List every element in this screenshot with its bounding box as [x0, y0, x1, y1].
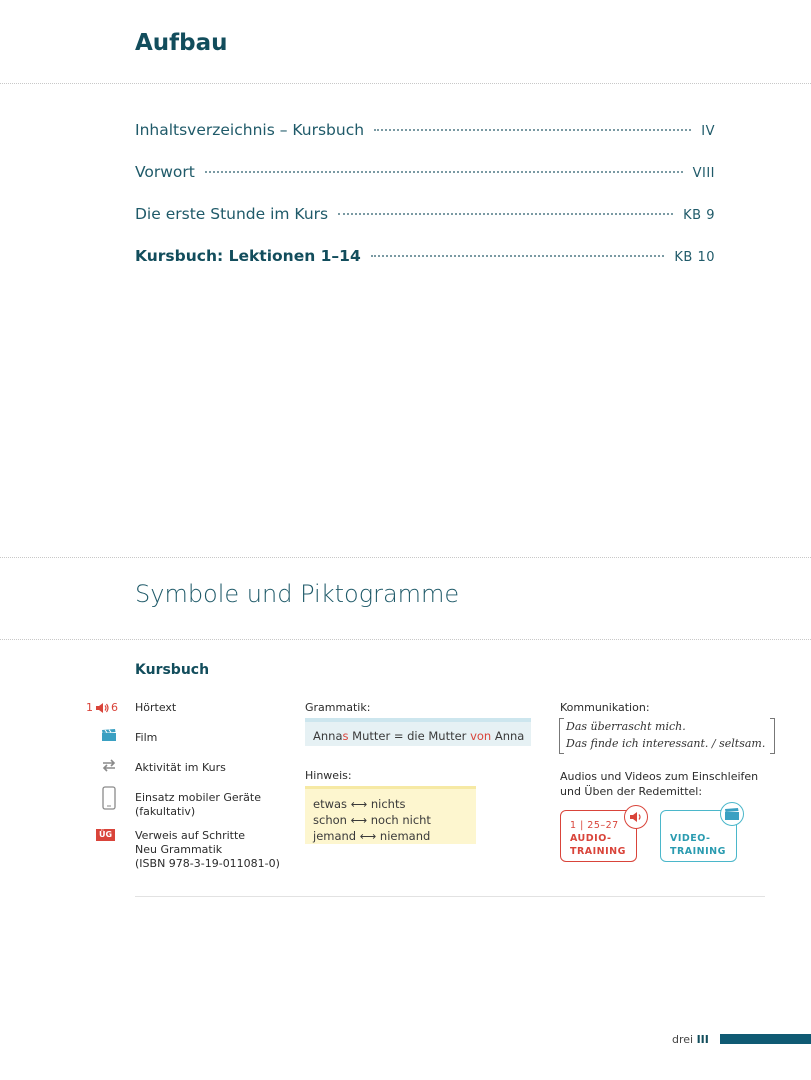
toc-label: Die erste Stunde im Kurs: [135, 205, 329, 223]
double-arrow-icon: ⟷: [350, 813, 368, 827]
toc-row[interactable]: [135, 121, 715, 139]
toc-page: KB 10: [674, 250, 715, 265]
grammar-text: Anna: [491, 729, 525, 743]
hint-right: niemand: [379, 829, 431, 843]
toc-row[interactable]: [135, 163, 715, 181]
communication-example-box: [559, 718, 775, 754]
speaker-icon: [95, 702, 109, 714]
legend-text: [135, 829, 280, 871]
toc-leader-dots: [205, 171, 683, 173]
video-training-card[interactable]: [660, 810, 737, 862]
toc-page: VIII: [692, 166, 715, 181]
toc-label: Kursbuch: Lektionen 1–14: [135, 247, 361, 265]
bracket-left: [559, 718, 564, 754]
legend-text: Hörtext: [135, 701, 177, 714]
audio-track-start: 1: [86, 701, 93, 714]
audio-track-end: 6: [111, 701, 118, 714]
grammar-example-box: [305, 718, 531, 746]
divider: [0, 557, 811, 558]
section-title: Symbole und Piktogramme: [135, 580, 460, 608]
audio-training-label: TRAINING: [570, 846, 626, 857]
legend-text: Aktivität im Kurs: [135, 761, 226, 774]
ug-badge-icon: ÜG: [96, 829, 115, 841]
legend-text: [135, 791, 261, 819]
legend-text-line: (fakultativ): [135, 805, 196, 818]
grammar-label: Grammatik:: [305, 701, 371, 714]
audio-track-icon: [86, 701, 118, 714]
toc-page: IV: [701, 124, 715, 139]
toc-leader-dots: [374, 129, 691, 131]
toc-row[interactable]: [135, 205, 715, 223]
divider: [0, 639, 811, 640]
legend-text-line: Einsatz mobiler Geräte: [135, 791, 261, 804]
video-training-label: TRAINING: [670, 846, 726, 857]
audio-training-card[interactable]: [560, 810, 637, 862]
film-icon: [102, 729, 116, 744]
activity-arrows-icon: [101, 759, 117, 775]
training-intro: [560, 769, 758, 799]
toc-label: Inhaltsverzeichnis – Kursbuch: [135, 121, 365, 139]
legend-text-line: Verweis auf Schritte: [135, 829, 246, 842]
toc-row[interactable]: [135, 247, 715, 265]
hint-line: [313, 812, 468, 828]
hint-right: noch nicht: [370, 813, 431, 827]
communication-line: Das überrascht mich.: [566, 720, 686, 733]
footer-bar: [720, 1034, 811, 1044]
training-intro-line: Audios und Videos zum Einschleifen: [560, 770, 759, 783]
double-arrow-icon: ⟷: [350, 797, 368, 811]
grammar-highlight: von: [470, 729, 492, 743]
page-number-word: drei: [672, 1033, 694, 1046]
page-number: [672, 1033, 709, 1046]
audio-track-range: 1 | 25–27: [570, 820, 619, 831]
grammar-highlight: s: [342, 729, 349, 743]
grammar-text: Anna: [313, 729, 343, 743]
hint-line: [313, 828, 468, 844]
divider: [135, 896, 765, 897]
hint-label: Hinweis:: [305, 769, 352, 782]
hint-right: nichts: [370, 797, 406, 811]
mobile-device-icon: [102, 786, 116, 813]
toc-page: KB 9: [683, 208, 715, 223]
page-number-roman: III: [696, 1033, 709, 1046]
grammar-text: Mutter = die Mutter: [348, 729, 471, 743]
film-icon: [720, 802, 744, 826]
toc-leader-dots: [338, 213, 673, 215]
legend-text: Film: [135, 731, 158, 744]
communication-line: Das finde ich interessant. / seltsam.: [566, 737, 766, 750]
hint-left: etwas: [313, 797, 348, 811]
toc-leader-dots: [371, 255, 665, 257]
subsection-heading: Kursbuch: [135, 662, 210, 678]
divider: [0, 83, 811, 84]
video-training-label: VIDEO-: [670, 833, 711, 844]
communication-label: Kommunikation:: [560, 701, 650, 714]
hint-example-box: [305, 786, 476, 844]
toc-label: Vorwort: [135, 163, 195, 181]
hint-line: [313, 796, 468, 812]
legend-text-line: (ISBN 978-3-19-011081-0): [135, 857, 280, 870]
bracket-right: [770, 718, 775, 754]
page-title: Aufbau: [135, 30, 228, 56]
training-intro-line: und Üben der Redemittel:: [560, 785, 703, 798]
audio-training-label: AUDIO-: [570, 833, 612, 844]
speaker-icon: [624, 805, 648, 829]
legend-text-line: Neu Grammatik: [135, 843, 223, 856]
hint-left: schon: [313, 813, 347, 827]
hint-left: jemand: [313, 829, 357, 843]
double-arrow-icon: ⟷: [359, 829, 377, 843]
